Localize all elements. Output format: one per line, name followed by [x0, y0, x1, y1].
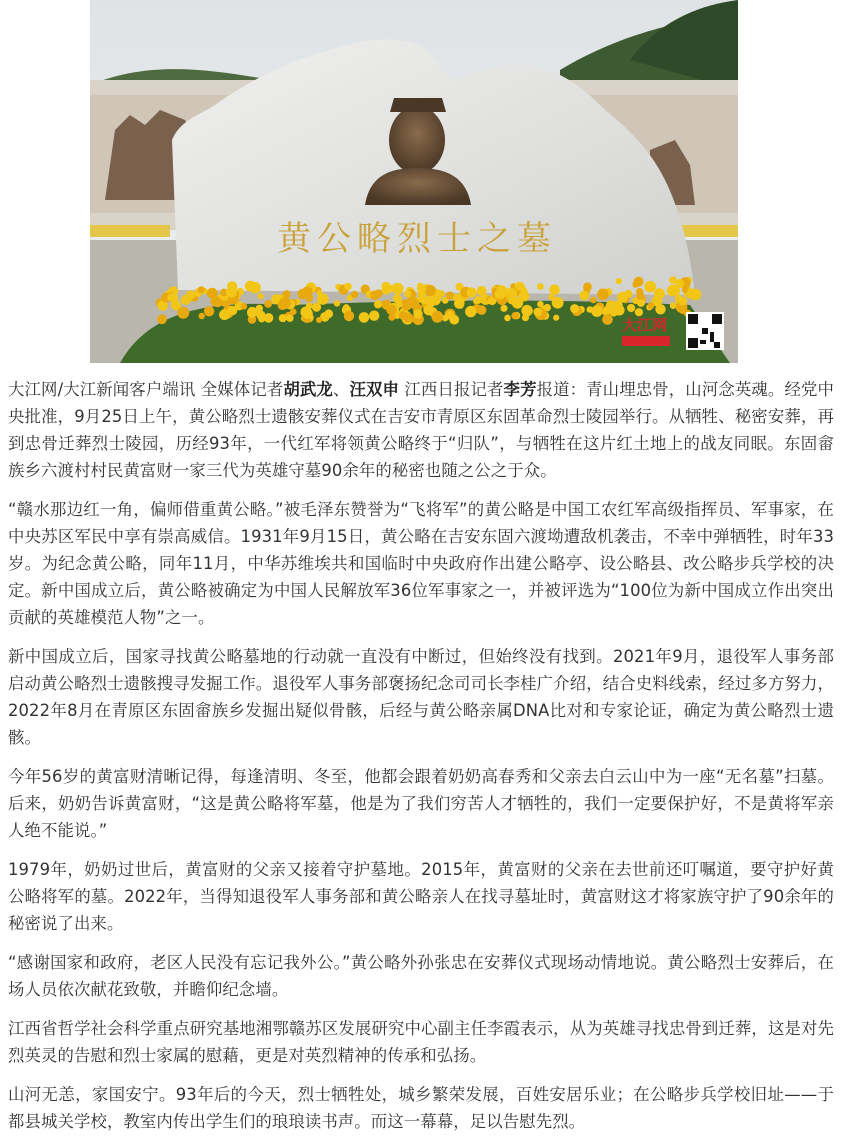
byline-outlet: 江西日报记者: [399, 380, 504, 399]
article-body: [8, 376, 834, 1147]
article-paragraph: “赣水那边红一角，偏师借重黄公略。”被毛泽东赞誉为“飞将军”的黄公略是中国工农红军高级指挥员、军事家，在中央苏区军民中享有崇高威信。1931年9月15日，黄公略在吉安东固六渡坳遭敌机袭击，不幸中弹牺牲，时年33岁。为纪念黄公略，同年11月，中华苏维埃共和国临时中央政府作出建公略亭、设公略县、改公略步兵学校的决定。新中国成立后，黄公略被确定为中国人民解放军36位军事家之一，并被评选为“100位为新中国成立作出突出贡献的英雄模范人物”之一。: [8, 500, 834, 627]
reporter-name: 李芳: [503, 380, 537, 399]
article-paragraph: 江西省哲学社会科学重点研究基地湘鄂赣苏区发展研究中心副主任李霞表示，从为英雄寻找忠骨到迁葬，这是对先烈英灵的告慰和烈士家属的慰藉，更是对英烈精神的传承和弘扬。: [8, 1019, 834, 1065]
reporter-name: 胡武龙: [283, 380, 333, 399]
article-paragraph: 新中国成立后，国家寻找黄公略墓地的行动就一直没有中断过，但始终没有找到。2021年9月，退役军人事务部启动黄公略烈士遗骸搜寻发掘工作。退役军人事务部褒扬纪念司司长李桂广介绍，结合史料线索，经过多方努力，2022年8月在青原区东固畲族乡发掘出疑似骨骸，后经与黄公略亲属DNA比对和专家论证，确定为黄公略烈士遗骸。: [8, 647, 834, 747]
article-paragraph: “感谢国家和政府，老区人民没有忘记我外公。”黄公略外孙张忠在安葬仪式现场动情地说。黄公略烈士安葬后，在场人员依次献花致敬，并瞻仰纪念墙。: [8, 953, 834, 999]
article-photo: [90, 0, 738, 363]
article-paragraph: 山河无恙，家国安宁。93年后的今天，烈士牺牲处，城乡繁荣发展，百姓安居乐业；在公略步兵学校旧址——于都县城关学校，教室内传出学生们的琅琅读书声。而这一幕幕，足以告慰先烈。: [8, 1085, 834, 1131]
qr-code: [686, 312, 724, 350]
article-paragraph: 今年56岁的黄富财清晰记得，每逢清明、冬至，他都会跟着奶奶高春秀和父亲去白云山中为一座“无名墓”扫墓。后来，奶奶告诉黄富财，“这是黄公略将军墓，他是为了我们穷苦人才牺牲的，我们一定要保护好，不是黄将军亲人绝不能说。”: [8, 767, 834, 840]
reporter-name: 汪双申: [349, 380, 400, 399]
lead-paragraph: [8, 376, 834, 484]
watermark-logo-text: 大江网: [622, 316, 668, 334]
byline-separator: 、: [332, 380, 350, 399]
watermark-logo: [622, 308, 684, 350]
article-paragraph: 1979年，奶奶过世后，黄富财的父亲又接着守护墓地。2015年，黄富财的父亲在去世前还叮嘱道，要守护好黄公略将军的墓。2022年，当得知退役军人事务部和黄公略亲人在找寻墓址时，黄富财这才将家族守护了90余年的秘密说了出来。: [8, 860, 834, 933]
lead-text: 报道：青山埋忠骨，山河念英魂。经党中央批准，9月25日上午，黄公略烈士遗骸安葬仪式在吉安市青原区东固革命烈士陵园举行。从牺牲、秘密安葬，再到忠骨迁葬烈士陵园，历经93年，一代红军将领黄公略终于“归队”，与牺牲在这片红土地上的战友同眠。东固畲族乡六渡村村民黄富财一家三代为英雄守墓90余年的秘密也随之公之于众。: [8, 380, 834, 480]
carving-text: 黄公略烈士之墓: [277, 219, 557, 259]
byline-prefix: 大江网/大江新闻客户端讯 全媒体记者: [8, 380, 284, 399]
